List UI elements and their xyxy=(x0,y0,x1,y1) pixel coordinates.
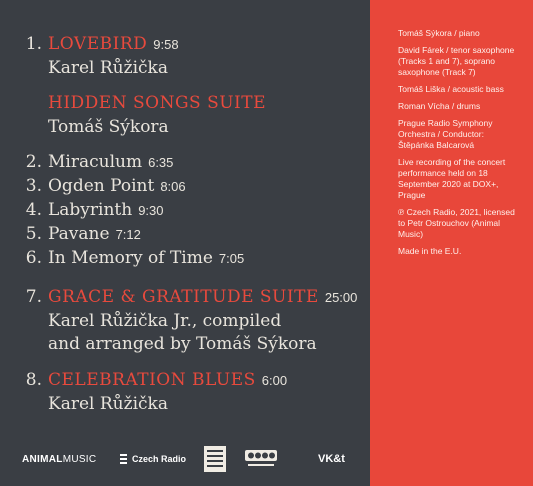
track-composer: Karel Růžička xyxy=(48,58,168,78)
track-title-row xyxy=(48,152,173,173)
track-duration: 8:06 xyxy=(160,179,186,194)
track-number: 1. xyxy=(25,34,42,54)
praha-logo xyxy=(204,446,226,472)
track-duration: 6:35 xyxy=(148,155,174,170)
suite-composer: Tomáš Sýkora xyxy=(48,117,169,137)
credit-item: Live recording of the concert performance held on 18 September 2020 at DOX+, Prague xyxy=(398,157,506,200)
credit-item: Roman Vícha / drums xyxy=(398,101,481,111)
track-title: In Memory of Time xyxy=(48,248,213,268)
suite-title: HIDDEN SONGS SUITE xyxy=(48,93,267,113)
track-duration: 9:30 xyxy=(138,203,164,218)
czech-radio-mark-icon xyxy=(120,453,128,465)
track-title-row xyxy=(48,176,186,197)
track-title-row xyxy=(48,224,141,245)
animal-logo-bold: ANIMAL xyxy=(22,453,63,465)
praha-seal-icon xyxy=(204,446,226,472)
track-duration: 7:12 xyxy=(115,227,141,242)
track-duration: 7:05 xyxy=(218,251,245,266)
credit-item: Tomáš Sýkora / piano xyxy=(398,28,480,38)
czech-radio-text: Czech Radio xyxy=(132,454,187,464)
credit-item: Tomáš Liška / acoustic bass xyxy=(398,84,504,94)
track-number: 6. xyxy=(25,248,42,268)
track-title-row xyxy=(48,248,244,269)
vk-logo: VK&t xyxy=(318,453,345,465)
track-number: 4. xyxy=(25,200,42,220)
track-title: Ogden Point xyxy=(48,176,155,196)
track-title: Pavane xyxy=(48,224,110,244)
track-number: 2. xyxy=(25,152,42,172)
czech-radio-logo xyxy=(120,448,186,470)
track-composer: Karel Růžička Jr., compiled xyxy=(48,311,282,331)
track-title-row xyxy=(48,34,179,55)
track-composer: Karel Růžička xyxy=(48,394,168,414)
track-number: 3. xyxy=(25,176,42,196)
label-logos xyxy=(22,448,362,470)
animal-music-logo xyxy=(22,448,96,470)
track-title: GRACE & GRATITUDE SUITE xyxy=(48,287,319,307)
track-number: 8. xyxy=(25,370,42,390)
credit-item: ℗ Czech Radio, 2021, licensed to Petr Ostrouchov (Animal Music) xyxy=(398,207,515,239)
track-number: 5. xyxy=(25,224,42,244)
track-composer: and arranged by Tomáš Sýkora xyxy=(48,334,317,354)
credits-list xyxy=(398,28,516,263)
credit-item: David Fárek / tenor saxophone (Tracks 1 and 7), soprano saxophone (Track 7) xyxy=(398,45,515,77)
track-title-row xyxy=(48,200,164,221)
sono-logo-icon xyxy=(244,448,278,470)
animal-logo-light: MUSIC xyxy=(62,453,97,465)
sono-records-logo xyxy=(244,448,278,470)
track-duration: 9:58 xyxy=(153,37,179,52)
track-title: Labyrinth xyxy=(48,200,133,220)
track-title-row xyxy=(48,287,357,308)
track-duration: 25:00 xyxy=(324,290,358,305)
credit-item: Prague Radio Symphony Orchestra / Conductor: Štěpánka Balcarová xyxy=(398,118,493,150)
track-duration: 6:00 xyxy=(261,373,288,388)
track-title: CELEBRATION BLUES xyxy=(48,370,256,390)
credit-item: Made in the E.U. xyxy=(398,246,462,256)
suite-title-row xyxy=(48,93,266,113)
track-title: Miraculum xyxy=(48,152,143,172)
track-title: LOVEBIRD xyxy=(48,34,148,54)
track-title-row xyxy=(48,370,287,391)
track-number: 7. xyxy=(25,287,42,307)
